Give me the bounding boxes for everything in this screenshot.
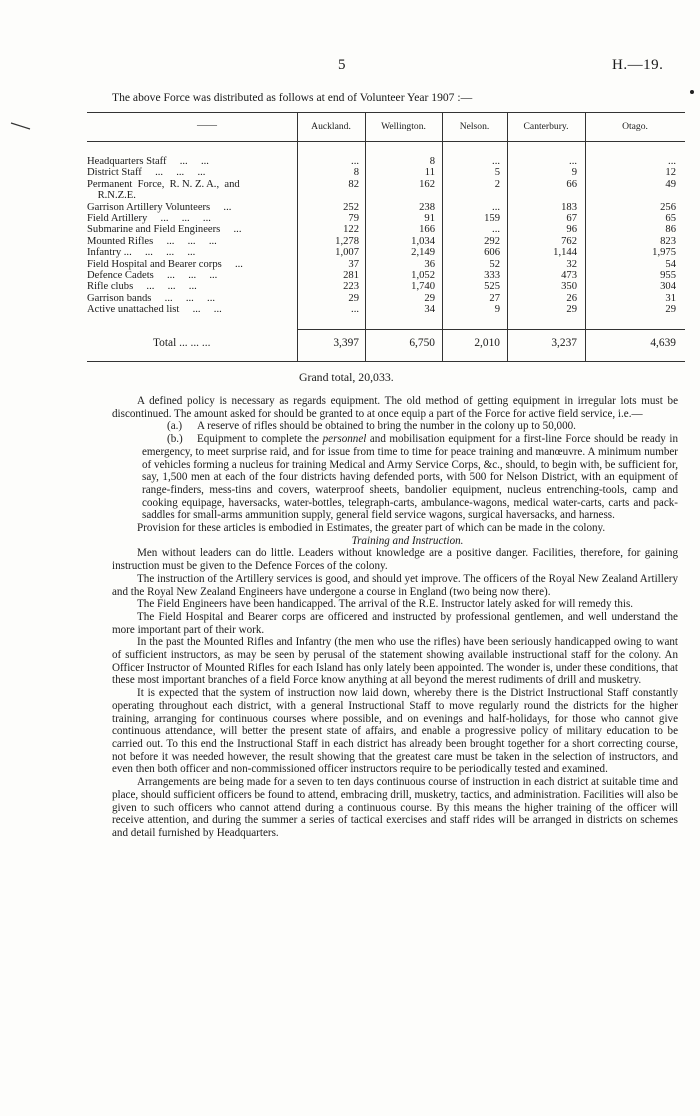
total-nelson: 2,010 bbox=[474, 337, 500, 349]
cell-auckland: 281 bbox=[343, 269, 359, 281]
cell-auckland: 1,007 bbox=[335, 247, 359, 259]
row-label: R.N.Z.E. bbox=[87, 190, 136, 202]
cell-nelson: 9 bbox=[494, 304, 500, 316]
cell-nelson: 159 bbox=[484, 212, 500, 224]
cell-auckland: 223 bbox=[343, 281, 359, 293]
total-wellington: 6,750 bbox=[409, 337, 435, 349]
cell-nelson: 27 bbox=[489, 292, 500, 304]
cell-canterbury: 9 bbox=[571, 167, 577, 179]
margin-dot-icon bbox=[690, 90, 694, 94]
cell-canterbury: 66 bbox=[566, 178, 577, 190]
cell-auckland: 252 bbox=[343, 201, 359, 213]
cell-otago: 49 bbox=[665, 178, 676, 190]
table-row bbox=[87, 293, 685, 304]
total-canterbury: 3,237 bbox=[551, 337, 577, 349]
table-intro: The above Force was distributed as follows at end of Volunteer Year 1907 :— bbox=[112, 91, 473, 104]
cell-nelson: 2 bbox=[494, 178, 500, 190]
cell-wellington: 238 bbox=[419, 201, 435, 213]
cell-otago: 304 bbox=[660, 281, 676, 293]
table-row bbox=[87, 224, 685, 235]
header-corner: —— bbox=[197, 120, 217, 131]
column-header-auckland: Auckland. bbox=[311, 121, 351, 132]
cell-canterbury: 473 bbox=[561, 269, 577, 281]
section-heading: Training and Instruction. bbox=[351, 534, 464, 547]
cell-nelson: 5 bbox=[494, 167, 500, 179]
table-row bbox=[87, 304, 685, 315]
page-number: 5 bbox=[338, 57, 346, 73]
column-header-nelson: Nelson. bbox=[459, 121, 490, 132]
total-label: Total ... ... ... bbox=[153, 337, 211, 349]
row-label: Defence Cadets ... ... ... bbox=[87, 269, 218, 281]
cell-wellington: 11 bbox=[424, 167, 435, 179]
cell-otago: 86 bbox=[665, 224, 676, 236]
table-row bbox=[87, 213, 685, 224]
table-row bbox=[87, 167, 685, 178]
cell-otago: 65 bbox=[665, 212, 676, 224]
table-row bbox=[87, 247, 685, 258]
table-row bbox=[87, 190, 685, 201]
force-distribution-table bbox=[87, 112, 685, 362]
cell-auckland: ... bbox=[351, 304, 359, 316]
total-otago: 4,639 bbox=[650, 337, 676, 349]
grand-total: Grand total, 20,033. bbox=[299, 370, 394, 384]
total-auckland: 3,397 bbox=[333, 337, 359, 349]
row-label: Garrison bands ... ... ... bbox=[87, 292, 215, 304]
table-row bbox=[87, 236, 685, 247]
row-label: Garrison Artillery Volunteers ... bbox=[87, 201, 232, 213]
table-header bbox=[87, 113, 685, 142]
cell-auckland: 82 bbox=[348, 178, 359, 190]
cell-nelson: ... bbox=[492, 224, 500, 236]
paragraph: Arrangements are being made for a seven to ten days continuous course of instruction in each district at suitable time and place, should sufficient officers be found to attend, embracing drill, musketry, tactics, and administration. Facilities will also be given to such officers who cannot attend during a continuous course. By this means the higher training of the officer will receive attention, and during the summer a series of tactical exercises and staff rides will be arranged in districts on schemes and detail furnished by Headquarters. bbox=[112, 776, 678, 839]
list-item-b bbox=[112, 433, 678, 522]
cell-auckland: 79 bbox=[348, 212, 359, 224]
cell-otago: 256 bbox=[660, 201, 676, 213]
list-item-text: and mobilisation equipment for a first-line Force should be ready in emergency, to meet surprise raid, and for issue from time to time for peace training and manœuvre. A minimum number of vehicles forming a nucleus for training Medical and Army Service Corps, &c., should, to begin with, be sufficient for, say, 1,500 men at each of the four districts having defended ports, with 500 for Nelson District, with an equipment of range-finders, mess-tins and covers, waterproof sheets, bandolier equipment, nucleus entrenching-tools, camp and cooking equipage, haversacks, water-bottles, telegraph-carts, ambulance-wagons, medical water-carts, carts and pack-saddles for small-arms ammunition supply, general field service wagons, surgical haversacks, and harness. bbox=[142, 433, 678, 522]
cell-canterbury: 762 bbox=[561, 235, 577, 247]
cell-canterbury: 350 bbox=[561, 281, 577, 293]
cell-auckland: 29 bbox=[348, 292, 359, 304]
table-row bbox=[87, 179, 685, 190]
paragraph: In the past the Mounted Rifles and Infantry (the men who use the rifles) have been seriously handicapped owing to want of sufficient instructors, as may be seen by perusal of the statement showing available instructional staff for the colony. An Officer Instructor of Mounted Rifles for each Island has only lately been appointed. The wonder is, under these conditions, that these most important branches of a field Force know anything at all beyond the merest rudiments of drill and musketry. bbox=[112, 636, 678, 687]
cell-canterbury: 1,144 bbox=[553, 247, 577, 259]
cell-wellington: 36 bbox=[424, 258, 435, 270]
cell-otago: 823 bbox=[660, 235, 676, 247]
cell-nelson: 333 bbox=[484, 269, 500, 281]
table-body bbox=[87, 156, 685, 315]
cell-otago: ... bbox=[668, 156, 676, 167]
cell-canterbury: 32 bbox=[566, 258, 577, 270]
row-label: Permanent Force, R. N. Z. A., and bbox=[87, 178, 240, 190]
cell-wellington: 162 bbox=[419, 178, 435, 190]
paragraph: It is expected that the system of instruction now laid down, whereby there is the District Instructional Staff constantly operating throughout each district, with a general Instructional Staff to move regularly round the districts for the higher training, arranging for continuous courses where possible, and on evenings and half-holidays, for those who cannot give continuous attendance, will better the present state of affairs, and enable a progressive policy of military education to be carried out. To this end the Instructional Staff in each district has already been brought together for a short correcting course, not before it was needed however, the result showing that the greatest care must be taken in the selection of instructors, and even then both officer and non-commissioned officer instructors require to be periodically tested and examined. bbox=[112, 687, 678, 776]
cell-otago: 54 bbox=[665, 258, 676, 270]
table-row bbox=[87, 259, 685, 270]
cell-canterbury: ... bbox=[569, 156, 577, 167]
table-row bbox=[87, 270, 685, 281]
cell-canterbury: 183 bbox=[561, 201, 577, 213]
table-row bbox=[87, 281, 685, 292]
row-label: Field Hospital and Bearer corps ... bbox=[87, 258, 243, 270]
emphasis-text: personnel bbox=[322, 433, 367, 446]
row-label: Active unattached list ... ... bbox=[87, 304, 222, 316]
cell-wellington: 166 bbox=[419, 224, 435, 236]
cell-otago: 12 bbox=[665, 167, 676, 179]
document-reference: H.—19. bbox=[612, 57, 664, 73]
cell-nelson: 525 bbox=[484, 281, 500, 293]
cell-wellington: 29 bbox=[424, 292, 435, 304]
margin-mark-icon bbox=[10, 118, 32, 128]
row-label: Mounted Rifles ... ... ... bbox=[87, 235, 217, 247]
row-label: Rifle clubs ... ... ... bbox=[87, 281, 197, 293]
cell-auckland: 37 bbox=[348, 258, 359, 270]
paragraph: The Field Hospital and Bearer corps are officered and instructed by professional gentlemen, and well understand the more important part of their work. bbox=[112, 610, 678, 636]
cell-otago: 31 bbox=[665, 292, 676, 304]
cell-nelson: ... bbox=[492, 156, 500, 167]
cell-nelson: 606 bbox=[484, 247, 500, 259]
paragraph: Provision for these articles is embodied in Estimates, the greater part of which can be made in the colony. bbox=[137, 522, 606, 535]
cell-otago: 1,975 bbox=[652, 247, 676, 259]
cell-auckland: 8 bbox=[353, 167, 359, 179]
column-header-otago: Otago. bbox=[622, 121, 648, 132]
cell-canterbury: 67 bbox=[566, 212, 577, 224]
body-text bbox=[112, 395, 678, 840]
cell-wellington: 2,149 bbox=[411, 247, 435, 259]
cell-wellington: 34 bbox=[424, 304, 435, 316]
cell-wellington: 1,034 bbox=[411, 235, 435, 247]
cell-wellington: 1,052 bbox=[411, 269, 435, 281]
cell-auckland: ... bbox=[351, 156, 359, 167]
cell-wellington: 1,740 bbox=[411, 281, 435, 293]
row-label: Infantry ... ... ... ... bbox=[87, 247, 196, 259]
list-item-text: A reserve of rifles should be obtained to bring the number in the colony up to 50,000. bbox=[197, 420, 576, 433]
paragraph: Men without leaders can do little. Leaders without knowledge are a positive danger. Facilities, therefore, for gaining instruction must be given to the Defence Forces of the colony. bbox=[112, 547, 678, 573]
paragraph: The Field Engineers have been handicapped. The arrival of the R.E. Instructor lately asked for will remedy this. bbox=[137, 598, 634, 611]
row-label: District Staff ... ... ... bbox=[87, 167, 206, 179]
table-total-row bbox=[87, 336, 685, 350]
list-marker: (a.) bbox=[167, 420, 183, 433]
cell-auckland: 1,278 bbox=[335, 235, 359, 247]
cell-nelson: ... bbox=[492, 201, 500, 213]
table-row bbox=[87, 156, 685, 167]
row-label: Headquarters Staff ... ... bbox=[87, 156, 209, 167]
row-label: Submarine and Field Engineers ... bbox=[87, 224, 242, 236]
paragraph: The instruction of the Artillery services is good, and should yet improve. The officers of the Royal New Zealand Artillery and the Royal New Zealand Engineers have undergone a course in England (two being now there). bbox=[112, 572, 678, 598]
column-header-wellington: Wellington. bbox=[381, 121, 426, 132]
cell-canterbury: 26 bbox=[566, 292, 577, 304]
cell-wellington: 91 bbox=[424, 212, 435, 224]
list-item-a bbox=[112, 420, 678, 433]
cell-wellington: 8 bbox=[429, 156, 435, 167]
list-marker: (b.) bbox=[167, 433, 183, 446]
cell-nelson: 52 bbox=[489, 258, 500, 270]
cell-nelson: 292 bbox=[484, 235, 500, 247]
cell-canterbury: 96 bbox=[566, 224, 577, 236]
column-header-canterbury: Canterbury. bbox=[523, 121, 569, 132]
cell-auckland: 122 bbox=[343, 224, 359, 236]
list-item-text: Equipment to complete the bbox=[197, 433, 323, 446]
cell-otago: 29 bbox=[665, 304, 676, 316]
row-label: Field Artillery ... ... ... bbox=[87, 212, 211, 224]
paragraph: A defined policy is necessary as regards equipment. The old method of getting equipment in irregular lots must be discontinued. The amount asked for should be granted to at once equip a part of the Force for active field service, i.e.— bbox=[112, 395, 678, 420]
table-row bbox=[87, 202, 685, 213]
cell-canterbury: 29 bbox=[566, 304, 577, 316]
cell-otago: 955 bbox=[660, 269, 676, 281]
